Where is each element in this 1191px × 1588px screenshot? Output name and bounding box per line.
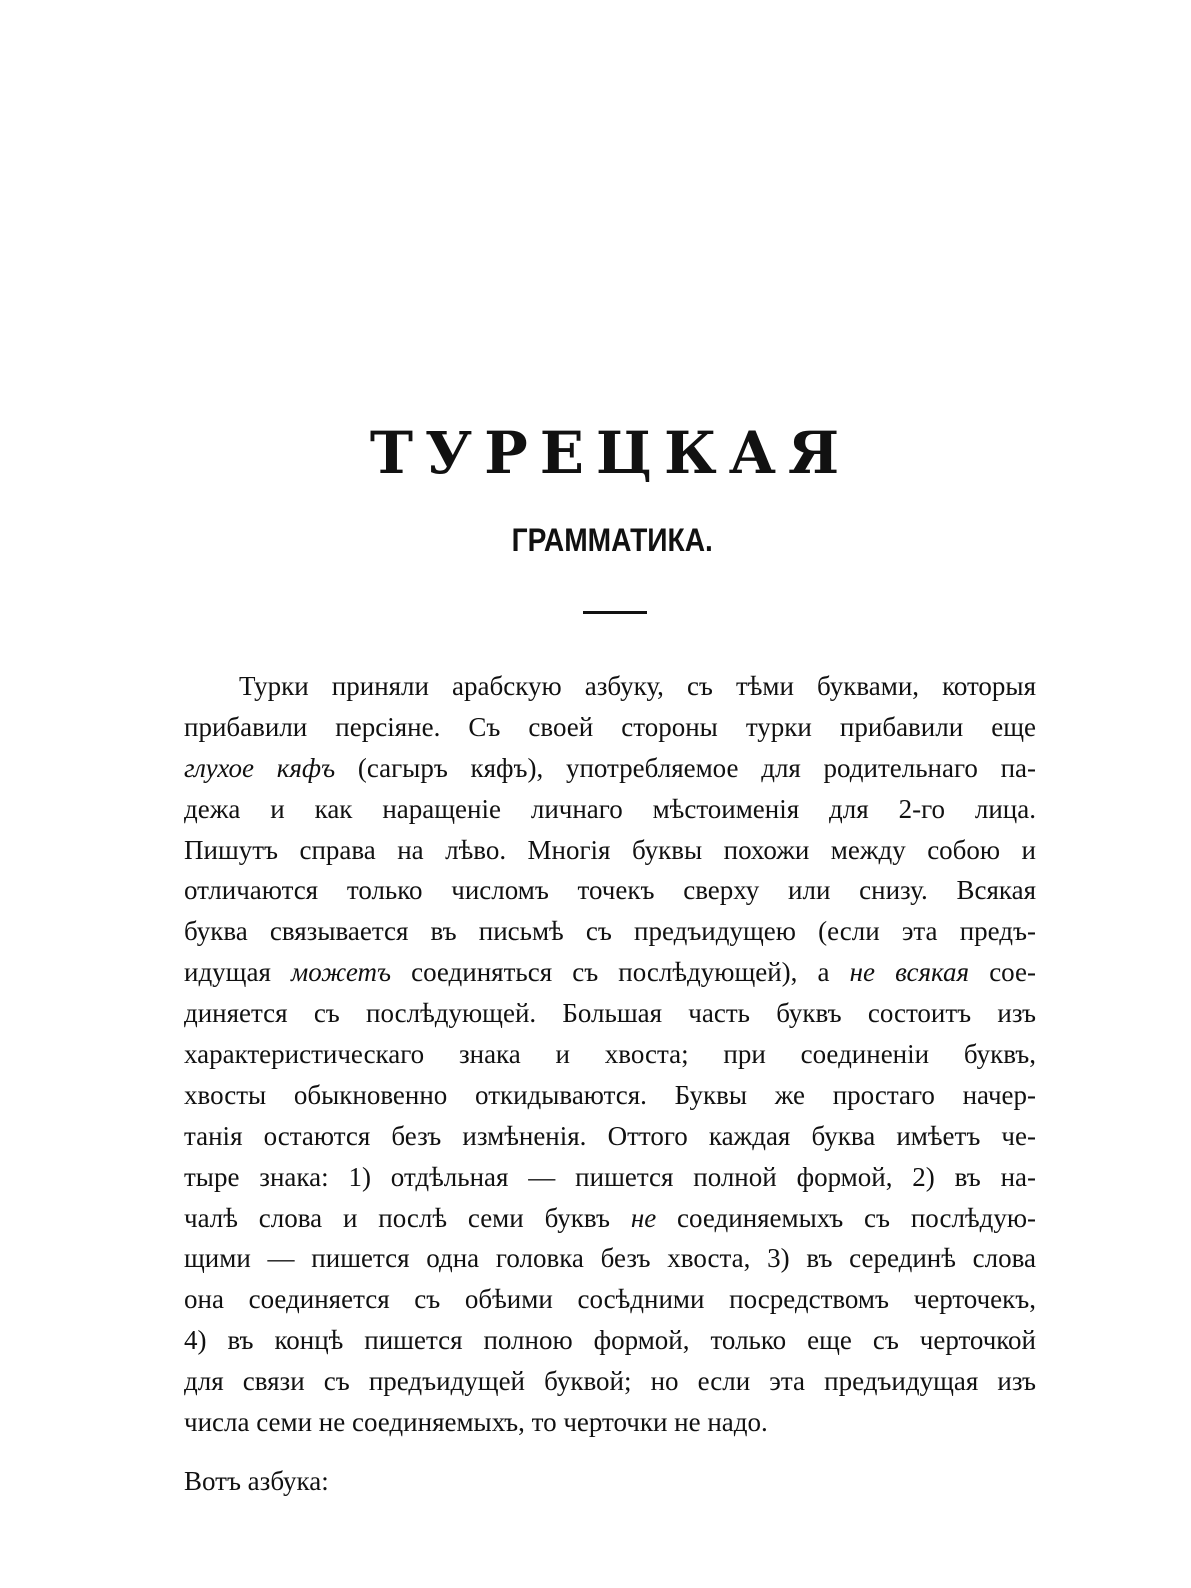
text-line <box>184 911 1036 952</box>
text-line <box>184 707 1036 748</box>
text-run: характеристическаго знака и хвоста; при соединеніи буквъ, <box>184 1039 1036 1070</box>
text-line <box>184 870 1036 911</box>
text-line <box>184 1075 1036 1116</box>
text-run: 4) въ концѣ пишется полною формой, только еще съ черточкой <box>184 1325 1036 1356</box>
text-line <box>184 748 1036 789</box>
closing-line: Вотъ азбука: <box>184 1466 329 1496</box>
text-line <box>184 1034 1036 1075</box>
text-run: танія остаются безъ измѣненія. Оттого каждая буква имѣетъ че- <box>184 1120 1036 1151</box>
text-run: идущая <box>184 957 292 988</box>
text-run: соединяться съ послѣдующей), а <box>390 957 850 988</box>
text-line <box>184 666 1036 707</box>
text-line <box>184 1402 1036 1443</box>
text-run: чалѣ слова и послѣ семи буквъ <box>184 1202 631 1233</box>
text-line <box>184 1116 1036 1157</box>
text-run: Турки приняли арабскую азбуку, съ тѣми буквами, которыя <box>239 671 1036 701</box>
page-title: ТУРЕЦКАЯ <box>369 419 852 487</box>
body-paragraph <box>184 666 1036 1443</box>
text-line <box>184 830 1036 871</box>
text-run: буква связывается въ письмѣ съ предъидущею (если эта предъ- <box>184 916 1036 947</box>
title-divider <box>583 611 647 614</box>
text-line <box>184 1157 1036 1198</box>
text-line <box>184 993 1036 1034</box>
text-run: диняется съ послѣдующей. Большая часть буквъ состоитъ изъ <box>184 998 1036 1029</box>
text-line <box>184 1361 1036 1402</box>
text-run: тыре знака: 1) отдѣльная — пишется полной формой, 2) въ на- <box>184 1161 1036 1192</box>
italic-text: глухое кяфъ <box>184 752 336 783</box>
text-line <box>184 789 1036 830</box>
text-run: она соединяется съ обѣими сосѣдними посредствомъ черточекъ, <box>184 1284 1036 1315</box>
text-run: щими — пишется одна головка безъ хвоста, 3) въ серединѣ слова <box>184 1243 1036 1274</box>
text-line <box>184 952 1036 993</box>
text-run: хвосты обыкновенно откидываются. Буквы же простаго начер- <box>184 1079 1036 1110</box>
text-run: дежа и как наращеніе личнаго мѣстоименія для 2-го лица. <box>184 793 1036 824</box>
page-subtitle: ГРАММАТИКА. <box>511 522 713 558</box>
text-line <box>184 1279 1036 1320</box>
text-run: отличаются только числомъ точекъ сверху или снизу. Всякая <box>184 875 1036 906</box>
text-run: сое- <box>969 957 1036 988</box>
text-line <box>184 1198 1036 1239</box>
text-line <box>184 1320 1036 1361</box>
italic-text: не всякая <box>849 957 970 988</box>
text-run: прибавили персіяне. Съ своей стороны турки прибавили еще <box>184 711 1036 742</box>
text-run: числа семи не соединяемыхъ, то черточки не надо. <box>184 1407 768 1438</box>
text-run: соединяемыхъ съ послѣдую- <box>656 1202 1036 1233</box>
text-run: для связи съ предъидущей буквой; но если эта предъидущая изъ <box>184 1366 1036 1397</box>
italic-text: не <box>630 1202 657 1233</box>
text-run: (сагыръ кяфъ), употребляемое для родительнаго па- <box>335 752 1036 783</box>
text-run: Пишутъ справа на лѣво. Многія буквы похожи между собою и <box>184 834 1036 865</box>
text-line <box>184 1238 1036 1279</box>
italic-text: можетъ <box>291 957 391 988</box>
